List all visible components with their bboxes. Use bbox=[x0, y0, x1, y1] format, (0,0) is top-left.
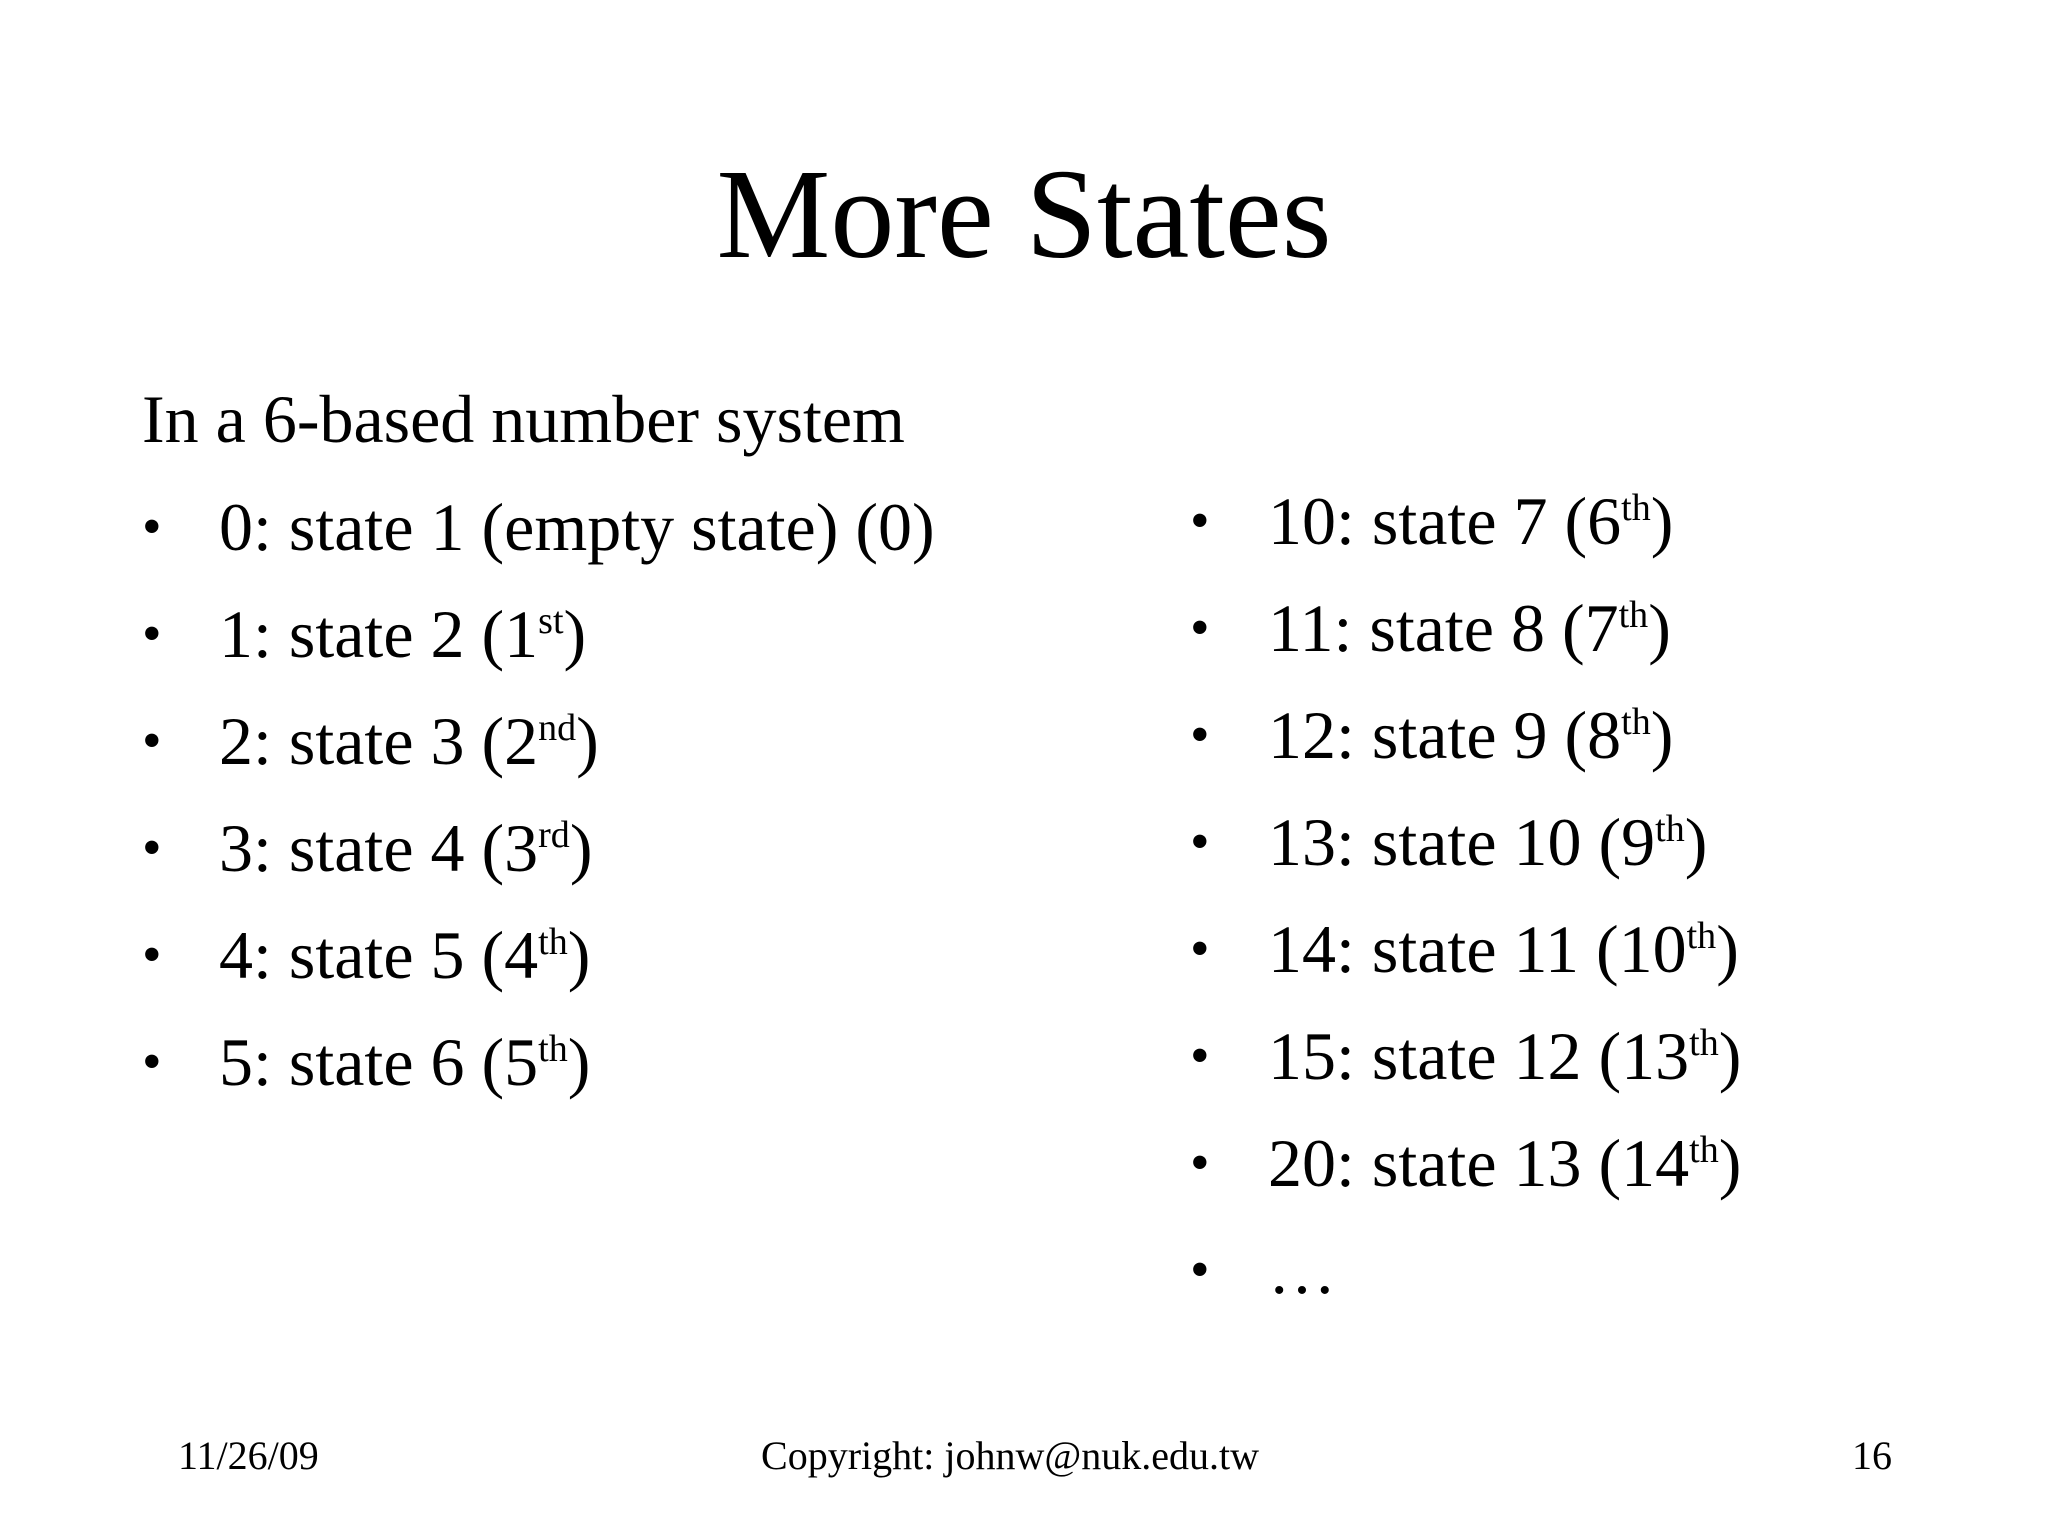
bullet-icon: • bbox=[142, 710, 162, 772]
page-number: 16 bbox=[1852, 1433, 1892, 1478]
footer-date: 11/26/09 bbox=[178, 1433, 319, 1478]
bullet-icon: • bbox=[1190, 597, 1210, 659]
bullet-icon: • bbox=[142, 924, 162, 986]
bullet-icon: • bbox=[1190, 1239, 1210, 1301]
bullet-icon: • bbox=[1190, 811, 1210, 873]
list-item-text: 0: state 1 (empty state) (0) bbox=[219, 489, 935, 565]
list-item-text: … bbox=[1268, 1232, 1336, 1308]
list-item-text: 3: state 4 (3rd) bbox=[219, 810, 593, 886]
slide-title: More States bbox=[716, 143, 1332, 285]
bullet-icon: • bbox=[142, 603, 162, 665]
bullet-icon: • bbox=[142, 817, 162, 879]
list-item-text: 12: state 9 (8th) bbox=[1268, 697, 1674, 773]
bullet-icon: • bbox=[142, 1031, 162, 1093]
list-item-text: 13: state 10 (9th) bbox=[1268, 804, 1708, 880]
bullet-icon: • bbox=[1190, 1132, 1210, 1194]
bullet-icon: • bbox=[1190, 1025, 1210, 1087]
list-item-text: 10: state 7 (6th) bbox=[1268, 483, 1674, 559]
list-item-text: 4: state 5 (4th) bbox=[219, 917, 591, 993]
bullet-icon: • bbox=[1190, 918, 1210, 980]
list-item-text: 11: state 8 (7th) bbox=[1268, 590, 1671, 666]
footer-copyright: Copyright: johnw@nuk.edu.tw bbox=[761, 1433, 1259, 1478]
bullet-icon: • bbox=[1190, 704, 1210, 766]
bullet-icon: • bbox=[1190, 490, 1210, 552]
list-item-text: 14: state 11 (10th) bbox=[1268, 911, 1739, 987]
list-item-text: 1: state 2 (1st) bbox=[219, 596, 587, 672]
list-item-text: 5: state 6 (5th) bbox=[219, 1024, 591, 1100]
bullet-icon: • bbox=[142, 496, 162, 558]
list-item-text: 20: state 13 (14th) bbox=[1268, 1125, 1742, 1201]
intro-text: In a 6-based number system bbox=[142, 381, 905, 457]
list-item-text: 15: state 12 (13th) bbox=[1268, 1018, 1742, 1094]
list-item-text: 2: state 3 (2nd) bbox=[219, 703, 599, 779]
